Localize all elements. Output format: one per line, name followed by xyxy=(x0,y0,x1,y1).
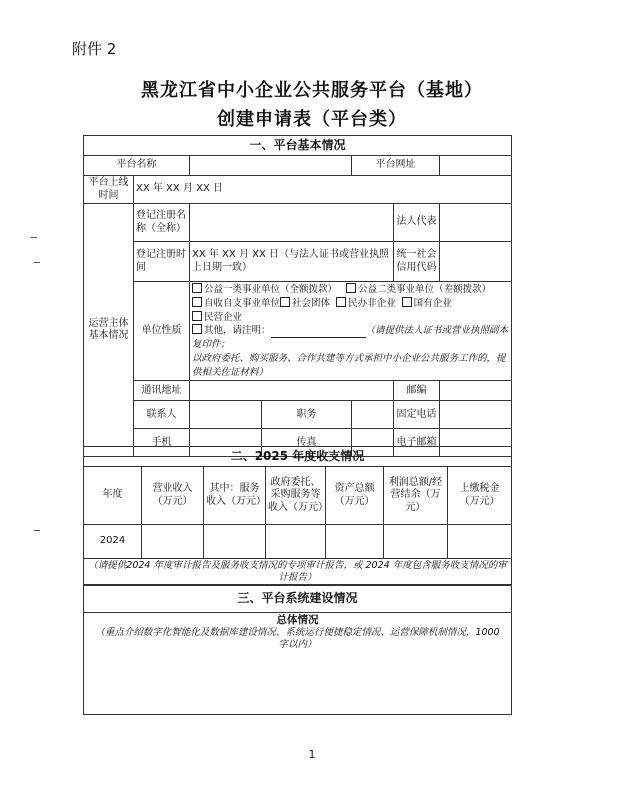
contact-field[interactable] xyxy=(190,401,262,429)
unit-nature-label: 单位性质 xyxy=(134,282,190,381)
year-cell: 2024 xyxy=(84,525,142,559)
checkbox-icon xyxy=(346,283,356,293)
postcode-label: 邮编 xyxy=(394,381,440,401)
profit-cell[interactable] xyxy=(384,525,448,559)
nature-option-5[interactable]: 民办非企业 xyxy=(336,298,396,309)
position-field[interactable] xyxy=(352,401,394,429)
platform-name-label: 平台名称 xyxy=(84,156,190,176)
section3-heading: 三、平台系统建设情况 xyxy=(84,585,512,613)
document-title: 黑龙江省中小企业公共服务平台（基地） xyxy=(141,80,483,101)
nature-note-b: 以政府委托、购买服务、合作共建等方式承担中小企业公共服务工作的，提供相关佐证材料） xyxy=(192,352,506,378)
section2-note: （请提供2024 年度审计报告及服务收支情况的专项审计报告，或 2024 年度包含服务收支情况的审计报告） xyxy=(84,559,512,586)
document-subtitle: 创建申请表（平台类） xyxy=(217,109,407,130)
checkbox-icon xyxy=(280,297,290,307)
platform-name-field[interactable] xyxy=(190,156,352,176)
page-number: 1 xyxy=(308,748,316,761)
credit-code-label: 统一社会信用代码 xyxy=(394,242,440,282)
fax-label: 传真 xyxy=(262,429,352,457)
scan-mark xyxy=(34,262,40,263)
scan-mark xyxy=(31,237,37,238)
revenue-cell[interactable] xyxy=(142,525,204,559)
legal-rep-label: 法人代表 xyxy=(394,204,440,242)
position-label: 职务 xyxy=(262,401,352,429)
credit-code-field[interactable] xyxy=(440,242,512,282)
service-revenue-cell[interactable] xyxy=(204,525,266,559)
postcode-field[interactable] xyxy=(440,381,512,401)
section3-table xyxy=(83,584,512,715)
email-label: 电子邮箱 xyxy=(394,429,440,457)
section1-heading: 一、平台基本情况 xyxy=(84,136,512,156)
overview-field[interactable] xyxy=(84,613,512,715)
reg-name-label: 登记注册名称（全称） xyxy=(134,204,190,242)
col-header-profit: 利润总额/经营结余（万元） xyxy=(384,467,448,525)
assets-cell[interactable] xyxy=(326,525,384,559)
checkbox-icon xyxy=(192,283,202,293)
reg-name-field[interactable] xyxy=(190,204,394,242)
nature-option-2[interactable]: 公益二类事业单位（差额拨款） xyxy=(346,284,491,295)
checkbox-icon xyxy=(192,297,202,307)
checkbox-icon xyxy=(192,324,202,334)
nature-note-a: （请提供法人证书或营业执照副本复印件； xyxy=(192,325,509,351)
col-header-assets: 资产总额（万元） xyxy=(326,467,384,525)
platform-url-field[interactable] xyxy=(440,156,512,176)
overview-description: （重点介绍数字化智能化及数据库建设情况、系统运行便捷稳定情况、运营保障机制情况，1000 字以内） xyxy=(95,627,500,650)
col-header-tax: 上缴税金（万元） xyxy=(448,467,512,525)
launch-time-label: 平台上线时间 xyxy=(84,176,134,204)
other-nature-input[interactable] xyxy=(271,328,366,338)
nature-option-1[interactable]: 公益一类事业单位（全额拨款） xyxy=(192,284,337,295)
nature-option-7[interactable]: 民营企业 xyxy=(192,312,242,323)
address-label: 通讯地址 xyxy=(134,381,190,401)
col-header-year: 年度 xyxy=(84,467,142,525)
checkbox-icon xyxy=(402,297,412,307)
nature-option-8[interactable]: 其他，请注明： xyxy=(192,325,271,336)
reg-time-label: 登记注册时间 xyxy=(134,242,190,282)
mobile-label: 手机 xyxy=(134,429,190,457)
phone-field[interactable] xyxy=(440,401,512,429)
unit-nature-options xyxy=(190,282,512,381)
reg-time-field[interactable]: XX 年 XX 月 XX 日（与法人证书或营业执照上日期一致） xyxy=(190,242,394,282)
col-header-service-revenue: 其中：服务收入（万元） xyxy=(204,467,266,525)
tax-cell[interactable] xyxy=(448,525,512,559)
legal-rep-field[interactable] xyxy=(440,204,512,242)
gov-revenue-cell[interactable] xyxy=(266,525,326,559)
section1-table xyxy=(83,135,512,457)
section2-heading: 二、2025 年度收支情况 xyxy=(84,447,512,467)
launch-time-field[interactable]: XX 年 XX 月 XX 日 xyxy=(134,176,512,204)
nature-option-3[interactable]: 自收自支事业单位 xyxy=(192,298,280,309)
operator-label: 运营主体基本情况 xyxy=(84,204,134,457)
attachment-label: 附件 2 xyxy=(72,40,117,58)
checkbox-icon xyxy=(336,297,346,307)
scan-mark xyxy=(34,530,40,531)
address-field[interactable] xyxy=(190,381,394,401)
phone-label: 固定电话 xyxy=(394,401,440,429)
nature-option-4[interactable]: 社会团体 xyxy=(280,298,330,309)
col-header-gov-revenue: 政府委托、采购服务等收入（万元） xyxy=(266,467,326,525)
col-header-revenue: 营业收入（万元） xyxy=(142,467,204,525)
checkbox-icon xyxy=(192,311,202,321)
platform-url-label: 平台网址 xyxy=(352,156,440,176)
contact-label: 联系人 xyxy=(134,401,190,429)
section2-table xyxy=(83,446,512,586)
nature-option-6[interactable]: 国有企业 xyxy=(402,298,452,309)
overview-subheading: 总体情况 xyxy=(276,614,319,626)
